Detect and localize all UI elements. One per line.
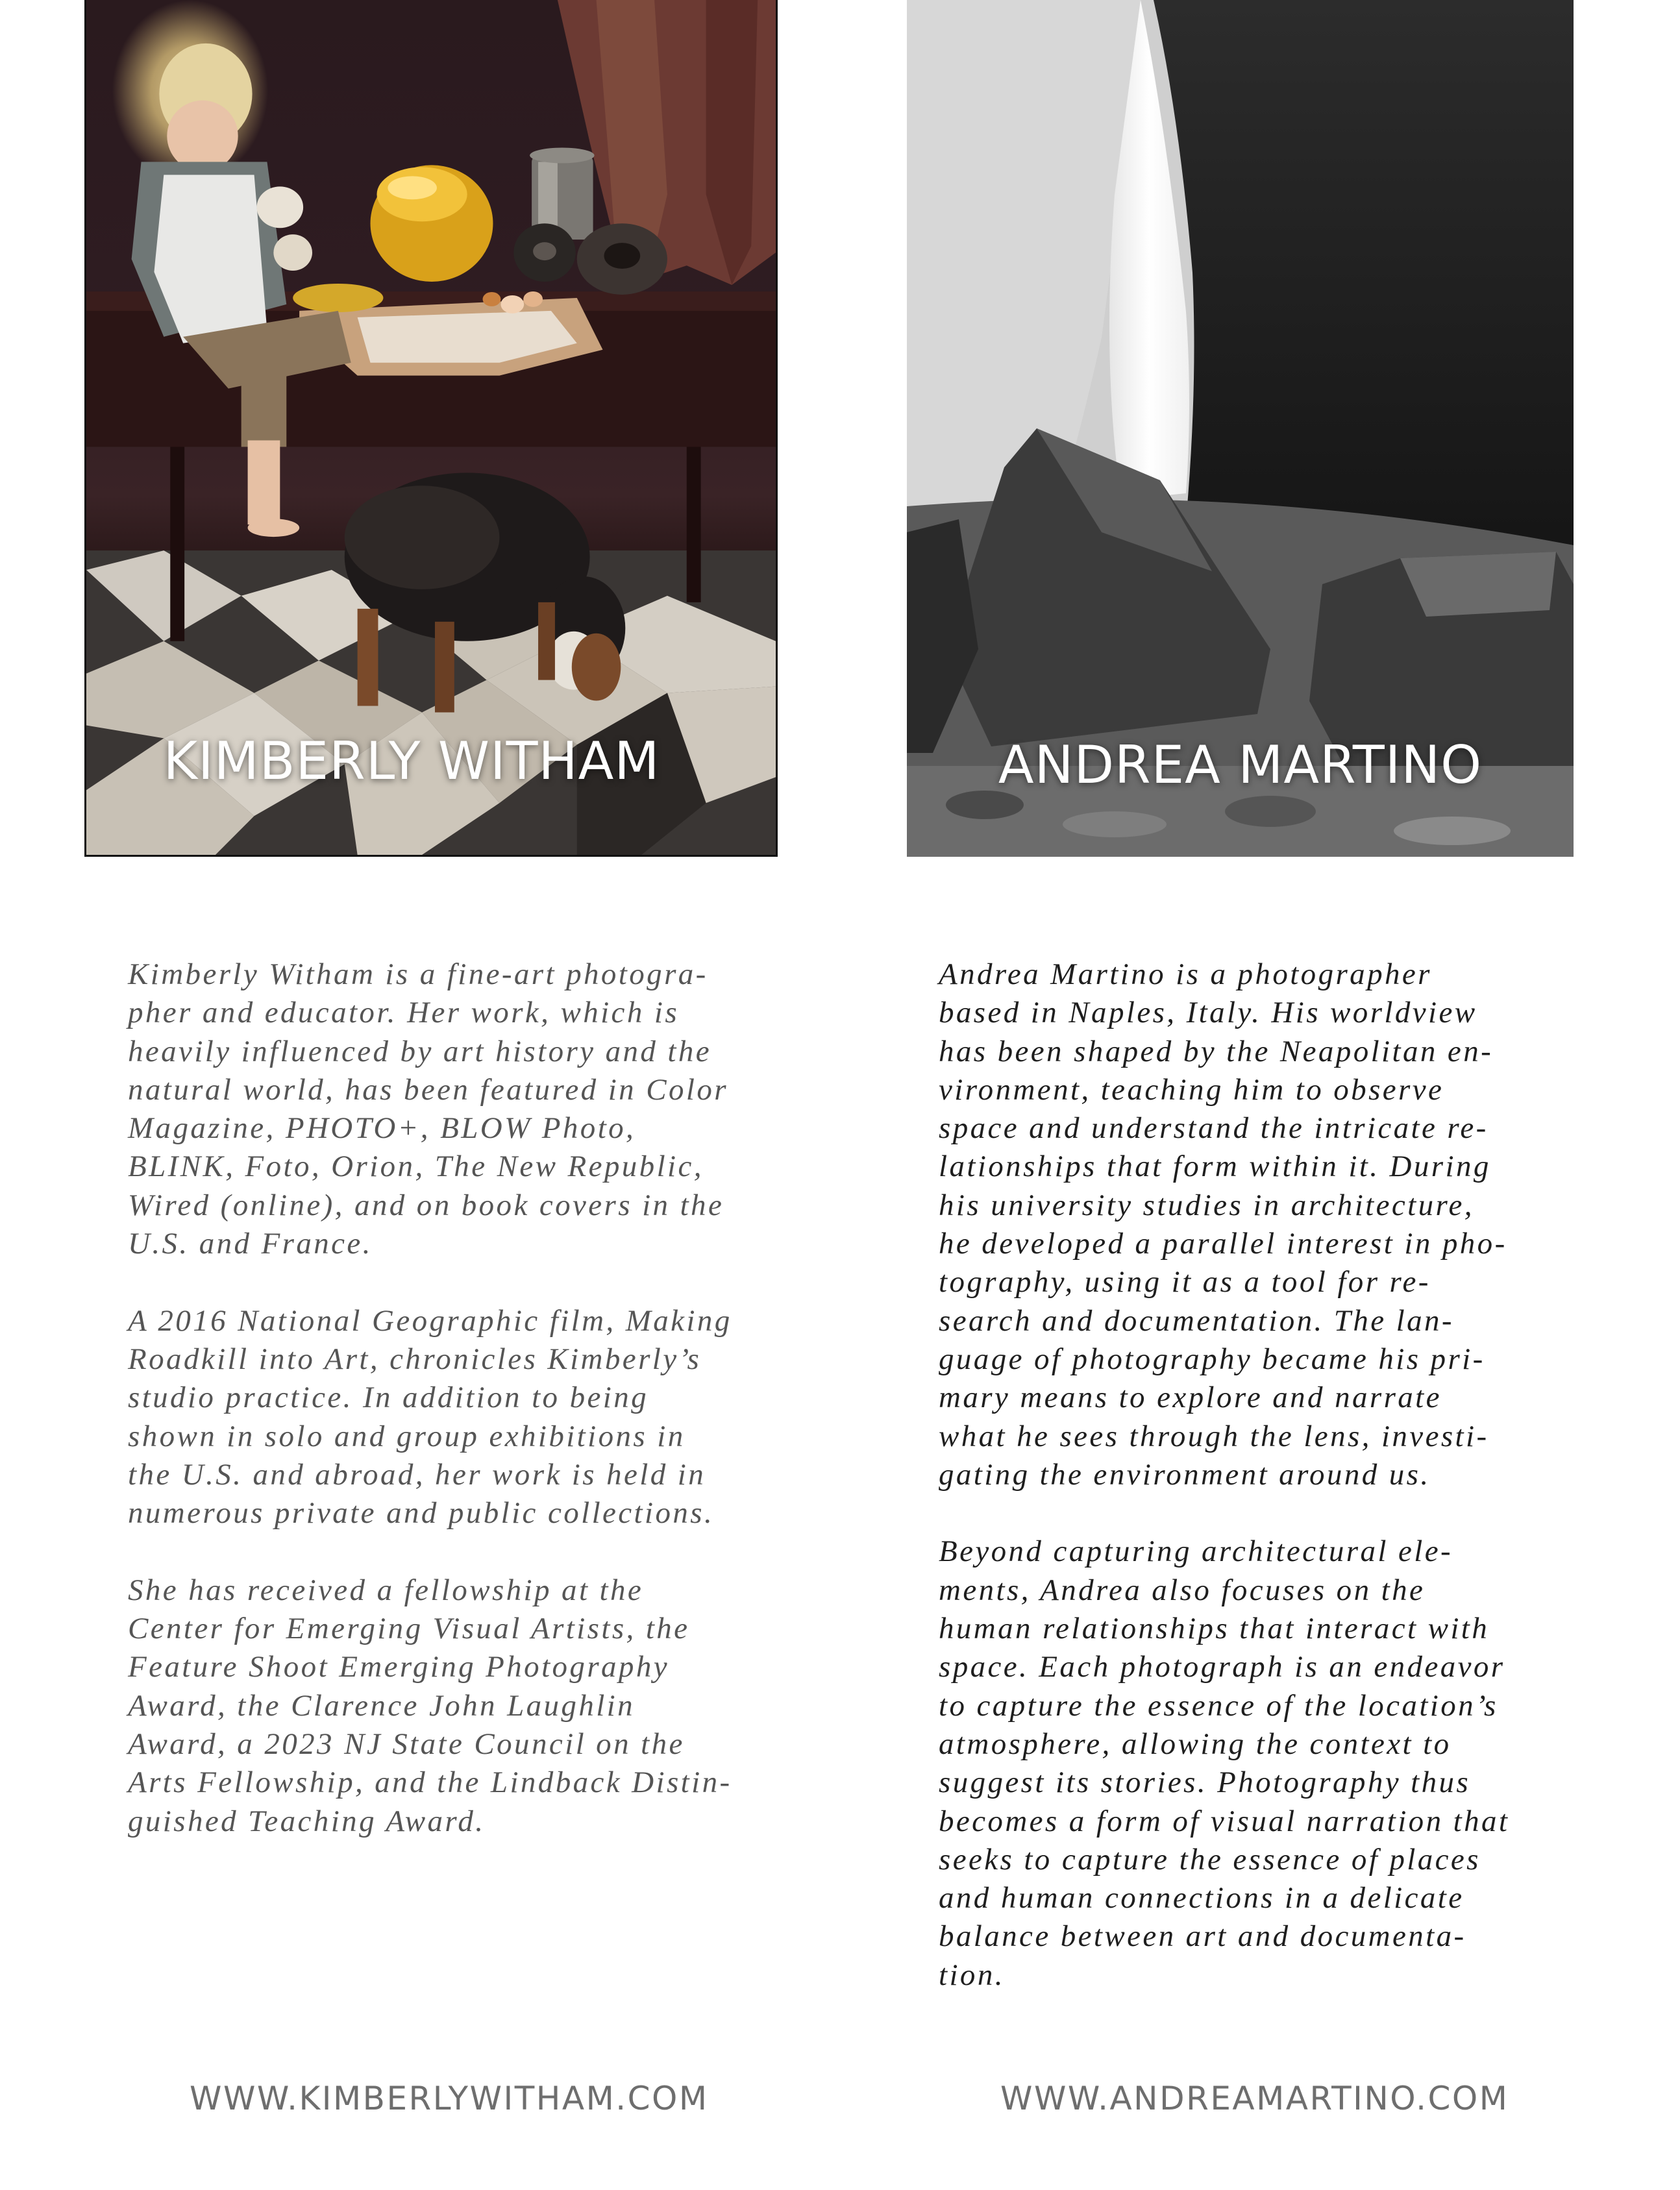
bio-line: Kimberly Witham is a fine-art photogra- [128, 957, 708, 991]
bio-line: balance between art and documenta- [939, 1919, 1466, 1954]
andrea-martino-photo [907, 0, 1574, 857]
bio-line: the U.S. and abroad, her work is held in [128, 1457, 706, 1492]
bio-line: Center for Emerging Visual Artists, the [128, 1612, 690, 1646]
kimberly-witham-website-link[interactable]: WWW.KIMBERLYWITHAM.COM [190, 2080, 709, 2117]
bio-line: search and documentation. The lan- [939, 1303, 1454, 1338]
bio-line: Award, the Clarence John Laughlin [128, 1688, 636, 1723]
bio-line: Feature Shoot Emerging Photography [128, 1650, 669, 1684]
cave-illustration [907, 0, 1574, 857]
bio-line: based in Naples, Italy. His worldview [939, 996, 1477, 1030]
bio-line: Award, a 2023 NJ State Council on the [128, 1727, 685, 1761]
bio-line: studio practice. In addition to being [128, 1381, 649, 1415]
kimberly-witham-photo [84, 0, 778, 857]
bio-line: ments, Andrea also focuses on the [939, 1573, 1426, 1607]
bio-line: Magazine, PHOTO+, BLOW Photo, [128, 1111, 636, 1146]
yellow-bowl [371, 165, 493, 282]
bio-paragraph [128, 1302, 784, 1533]
bio-line: U.S. and France. [128, 1227, 373, 1261]
bio-line: his university studies in architecture, [939, 1188, 1474, 1222]
bio-paragraph [128, 1571, 784, 1841]
bio-line: Beyond capturing architectural ele- [939, 1534, 1453, 1569]
bio-line: Arts Fellowship, and the Lindback Distin- [128, 1766, 732, 1800]
bio-line: Wired (online), and on book covers in the [128, 1188, 724, 1222]
bio-line: Roadkill into Art, chronicles Kimberly’s [128, 1342, 702, 1376]
andrea-martino-website-link[interactable]: WWW.ANDREAMARTINO.COM [1000, 2080, 1509, 2117]
bio-line: Andrea Martino is a photographer [939, 957, 1432, 991]
bio-line: seeks to capture the essence of places [939, 1842, 1481, 1876]
bio-line: pher and educator. Her work, which is [128, 996, 680, 1030]
kimberly-witham-bio [128, 955, 784, 1879]
bio-line: becomes a form of visual narration that [939, 1804, 1510, 1838]
bio-line: BLINK, Foto, Orion, The New Republic, [128, 1150, 704, 1184]
bio-line: has been shaped by the Neapolitan en- [939, 1034, 1494, 1068]
bio-line: gating the environment around us. [939, 1457, 1431, 1492]
bio-line: mary means to explore and narrate [939, 1381, 1442, 1415]
bio-paragraph [128, 955, 784, 1263]
bio-line: vironment, teaching him to observe [939, 1072, 1444, 1107]
bio-line: tion. [939, 1958, 1005, 1992]
bio-line: space and understand the intricate re- [939, 1111, 1489, 1146]
bio-line: shown in solo and group exhibitions in [128, 1419, 686, 1453]
bio-line: and human connections in a delicate [939, 1881, 1464, 1915]
bio-line: guage of photography became his pri- [939, 1342, 1485, 1376]
bio-line: She has received a fellowship at the [128, 1573, 644, 1607]
bio-line: human relationships that interact with [939, 1612, 1490, 1646]
bio-line: space. Each photograph is an endeavor [939, 1650, 1505, 1684]
bio-line: lationships that form within it. During [939, 1150, 1491, 1184]
bio-paragraph [939, 955, 1594, 1494]
still-life-illustration [86, 0, 776, 855]
andrea-martino-bio [939, 955, 1594, 2033]
bio-paragraph [939, 1532, 1594, 1995]
bio-line: atmosphere, allowing the context to [939, 1727, 1451, 1761]
bio-line: guished Teaching Award. [128, 1804, 486, 1838]
bio-line: heavily influenced by art history and the [128, 1034, 712, 1068]
photo-title-kimberly-witham: KIMBERLY WITHAM [163, 731, 660, 791]
bundt-pan [513, 223, 667, 295]
photo-title-andrea-martino: ANDREA MARTINO [998, 735, 1483, 795]
bio-line: A 2016 National Geographic film, Making [128, 1303, 732, 1338]
bio-line: he developed a parallel interest in pho- [939, 1227, 1507, 1261]
bio-line: natural world, has been featured in Color [128, 1072, 728, 1107]
bio-line: what he sees through the lens, investi- [939, 1419, 1489, 1453]
bio-line: numerous private and public collections. [128, 1496, 715, 1531]
bio-line: suggest its stories. Photography thus [939, 1766, 1471, 1800]
bio-line: to capture the essence of the location’s [939, 1688, 1498, 1723]
bio-line: tography, using it as a tool for re- [939, 1265, 1431, 1299]
